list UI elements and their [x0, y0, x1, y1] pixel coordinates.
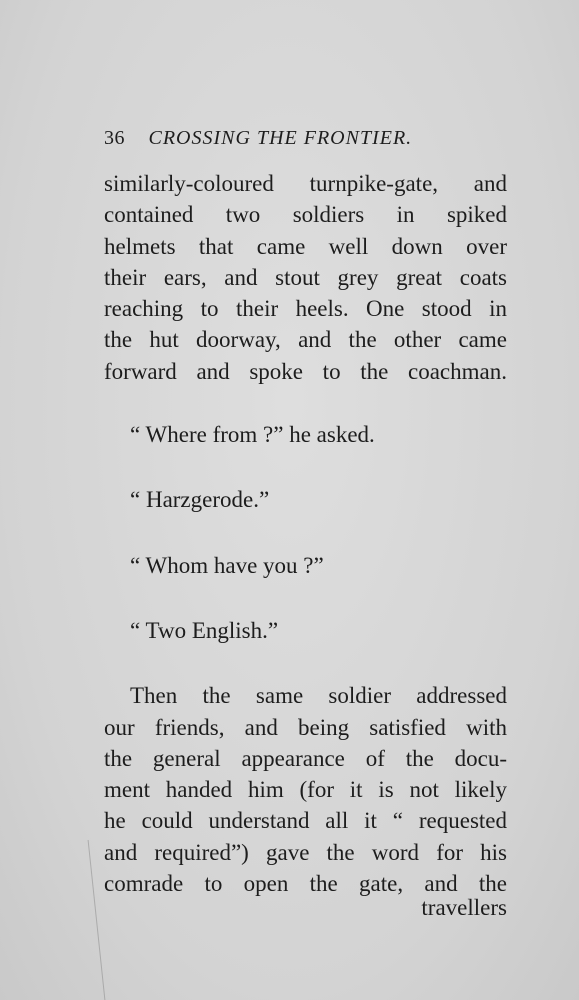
page-number: 36 — [104, 127, 125, 149]
text-line: he could understand all it “ requested — [104, 808, 507, 834]
text-line: helmets that came well down over — [104, 233, 507, 259]
text-line: and required”) gave the word for his — [104, 839, 507, 865]
text-line: ment handed him (for it is not likely — [104, 777, 507, 803]
text-line: similarly-coloured turnpike-gate, and — [104, 171, 507, 196]
text-line: their ears, and stout grey great coats — [104, 264, 507, 290]
text-line: our friends, and being satisfied with — [104, 714, 507, 740]
running-header — [104, 127, 514, 157]
text-line: forward and spoke to the coachman. — [104, 358, 507, 384]
text-line: the hut doorway, and the other came — [104, 327, 507, 353]
dialogue-line: “ Whom have you ?” — [130, 552, 324, 578]
body-text — [104, 168, 507, 899]
text-line: contained two soldiers in spiked — [104, 202, 507, 228]
text-line: comrade to open the gate, and the — [104, 871, 507, 897]
dialogue-line: “ Harzgerode.” — [130, 487, 270, 513]
dialogue-line: “ Two English.” — [130, 617, 279, 643]
paragraph-2 — [104, 680, 507, 899]
text-line: the general appearance of the docu- — [104, 745, 507, 771]
text-line: reaching to their heels. One stood in — [104, 296, 507, 322]
text-line: Then the same soldier addressed — [130, 683, 507, 709]
running-title: CROSSING THE FRONTIER. — [148, 127, 413, 149]
paragraph-1 — [104, 168, 507, 387]
catchword: travellers — [421, 895, 507, 920]
dialogue-line: “ Where from ?” he asked. — [130, 422, 375, 448]
